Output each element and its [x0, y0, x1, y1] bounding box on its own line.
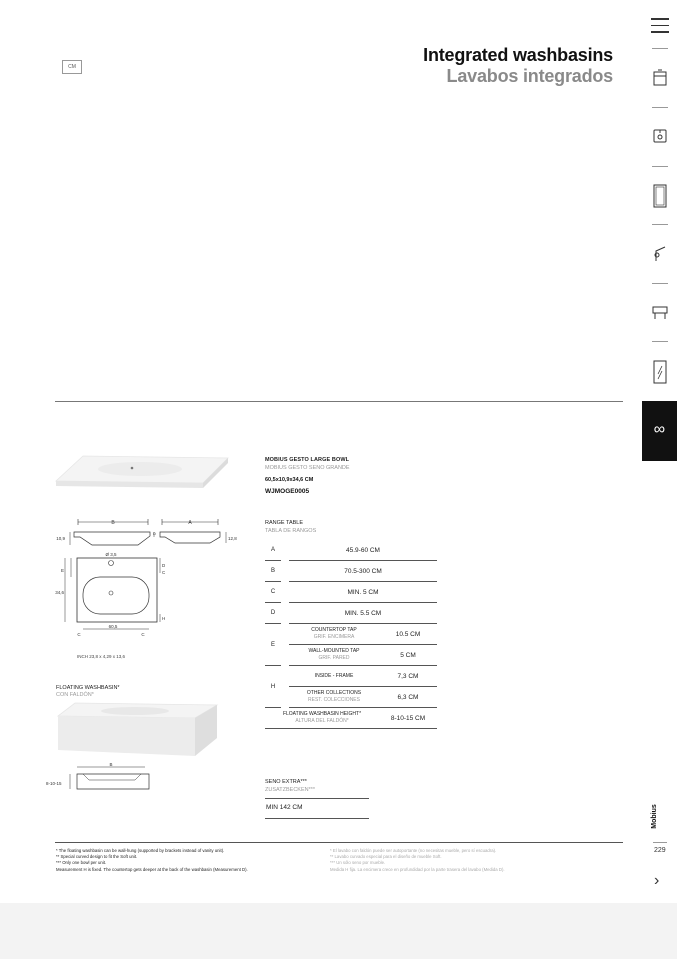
- dim-b: B: [111, 520, 115, 526]
- floating-label: FLOATING WASHBASIN*: [56, 685, 120, 691]
- table-row: D MIN. 5.5 CM: [265, 603, 437, 624]
- seno-extra-value: MIN 142 CM: [266, 804, 303, 811]
- svg-text:D: D: [153, 531, 156, 536]
- dim-e: E: [60, 568, 64, 573]
- product-dimensions: 60,5x10,9x34,6 CM: [265, 477, 314, 483]
- product-name: MOBIUS GESTO LARGE BOWL: [265, 457, 350, 463]
- footnotes-en: * The floating washbasin can be wall-hung (supported by brackets instead of vanity unit). ** Special curved design to fit the Soft unit. *** Only one bowl per unit. Measurement H is fixed. The countertop gets deeper at the back of the washbasin (Measurement D).: [56, 848, 248, 872]
- table-row: H INSIDE - FRAME 7,3 CM: [265, 666, 437, 687]
- mirror-icon[interactable]: [652, 184, 668, 208]
- table-row: E COUNTERTOP TAP GRIF. ENCIMERA 10.5 CM: [265, 624, 437, 645]
- nav-divider: [652, 283, 668, 284]
- dim-h: H: [162, 616, 166, 621]
- nav-divider: [652, 48, 668, 49]
- page-subtitle: Lavabos integrados: [446, 66, 613, 86]
- footnote-divider: [55, 842, 623, 843]
- product-name-es: MOBIUS GESTO SENO GRANDE: [265, 465, 350, 471]
- unit-badge: CM: [62, 60, 82, 74]
- technical-drawing: [50, 515, 245, 645]
- floating-section-drawing: [45, 762, 165, 792]
- product-code: WJMOGE0005: [265, 488, 310, 495]
- floating-label-es: CON FALDÓN*: [56, 692, 94, 698]
- dim-h2: 12,8: [228, 536, 237, 541]
- collection-label: Mobius: [650, 804, 658, 829]
- dim-float-h: 8-10-15: [46, 781, 62, 786]
- nav-divider: [652, 341, 668, 342]
- section-divider: [55, 401, 623, 402]
- dim-h1: 10,9: [56, 536, 65, 541]
- seno-extra-title: SENO EXTRA***: [265, 779, 307, 785]
- dim-width: 60,5: [108, 624, 118, 629]
- side-divider: [653, 842, 667, 843]
- table-row: WALL-MOUNTED TAP GRIF. PARED 5 CM: [265, 645, 437, 666]
- seno-extra-title-es: ZUSATZBECKEN***: [265, 787, 316, 793]
- seno-divider: [265, 818, 369, 819]
- page-number: 229: [654, 847, 666, 854]
- seno-divider: [265, 798, 369, 799]
- sink-icon[interactable]: [652, 126, 668, 146]
- shower-screen-icon[interactable]: [652, 360, 668, 384]
- bench-icon[interactable]: [652, 302, 668, 322]
- dim-depth: 34,6: [55, 590, 64, 595]
- table-row: FLOATING WASHBASIN HEIGHT* ALTURA DEL FALDÓN* 8-10-15 CM: [265, 708, 437, 729]
- table-row: B 70.5-300 CM: [265, 561, 437, 582]
- svg-text:C: C: [162, 570, 166, 575]
- next-page-icon[interactable]: ›: [654, 872, 660, 889]
- svg-text:C: C: [141, 632, 145, 637]
- table-row: A 45.9-60 CM: [265, 540, 437, 561]
- infinity-icon[interactable]: ∞: [642, 401, 677, 461]
- faucet-icon[interactable]: [652, 243, 668, 263]
- range-table-title-es: TABLA DE RANGOS: [265, 528, 317, 534]
- dim-d: D: [162, 563, 166, 568]
- nav-divider: [652, 224, 668, 225]
- range-table-title: RANGE TABLE: [265, 520, 304, 526]
- range-table: [265, 540, 437, 729]
- dim-hole: Ø 3,5: [105, 552, 117, 557]
- dim-c: C: [77, 632, 81, 637]
- dim-a: A: [188, 520, 192, 526]
- table-row: OTHER COLLECTIONS REST. COLECCIONES 6,3 CM: [265, 687, 437, 708]
- washbasin-render: [55, 453, 230, 495]
- nav-divider: [652, 107, 668, 108]
- inch-dimensions: INCH 23,8 x 4,29 x 13,6: [77, 654, 126, 659]
- page-title: Integrated washbasins: [423, 45, 613, 65]
- footnotes-es: * El lavabo con faldón puede ser autoportante (no necesitas mueble, pero sí escuadra). ** Lavabo curvado especial para el diseño de mueble Soft. *** Un sólo seno por mueble. Medida H fija. La encimera crece en profundidad por la parte trasera del lavabo (Medida D).: [330, 848, 505, 872]
- svg-text:B: B: [109, 762, 113, 767]
- cabinet-icon[interactable]: [652, 68, 668, 88]
- nav-divider: [652, 166, 668, 167]
- table-row: C MIN. 5 CM: [265, 582, 437, 603]
- floating-washbasin-render: [55, 700, 220, 758]
- menu-icon[interactable]: [651, 18, 669, 38]
- page-bottom-margin: [0, 903, 677, 959]
